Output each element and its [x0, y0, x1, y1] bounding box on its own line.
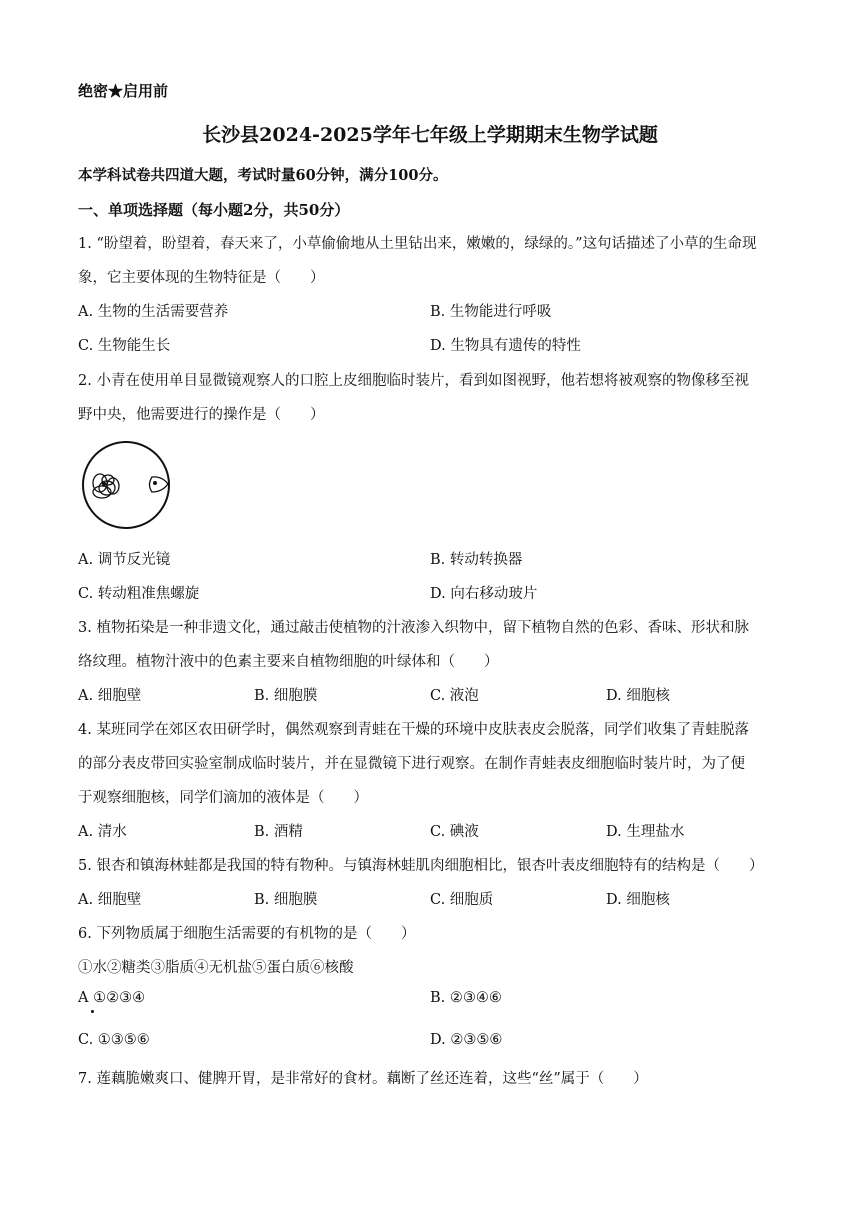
microscope-field-figure	[80, 440, 176, 530]
question-6-option-b: B. ②③④⑥	[430, 990, 502, 1006]
question-4-line-3: 于观察细胞核，同学们滴加的液体是（ ）	[78, 790, 368, 806]
question-6-option-a: A ①②③④	[78, 990, 146, 1006]
question-3-option-b: B. 细胞膜	[254, 688, 318, 704]
question-5-option-d: D. 细胞核	[606, 892, 670, 908]
question-3-option-d: D. 细胞核	[606, 688, 670, 704]
question-2-option-b: B. 转动转换器	[430, 552, 523, 568]
question-2-option-c: C. 转动粗准焦螺旋	[78, 586, 200, 602]
question-3-option-a: A. 细胞壁	[78, 688, 142, 704]
exam-title: 长沙县2024-2025学年七年级上学期期末生物学试题	[202, 124, 658, 146]
question-2-line-1: 2. 小青在使用单目显微镜观察人的口腔上皮细胞临时装片，看到如图视野，他若想将被观察的物像移至视	[78, 373, 749, 389]
question-4-option-c: C. 碘液	[430, 824, 479, 840]
question-5-line-1: 5. 银杏和镇海林蛙都是我国的特有物种。与镇海林蛙肌肉细胞相比，银杏叶表皮细胞特有的结构是（ ）	[78, 858, 764, 874]
confidential-label: 绝密★启用前	[78, 82, 169, 100]
question-3-line-1: 3. 植物拓染是一种非遗文化，通过敲击使植物的汁液渗入织物中，留下植物自然的色彩、香味、形状和脉	[78, 620, 749, 636]
question-1-option-a: A. 生物的生活需要营养	[78, 304, 229, 320]
question-4-option-b: B. 酒精	[254, 824, 303, 840]
question-1-option-c: C. 生物能生长	[78, 338, 171, 354]
question-2-option-a: A. 调节反光镜	[78, 552, 171, 568]
question-5-option-c: C. 细胞质	[430, 892, 494, 908]
question-5-option-b: B. 细胞膜	[254, 892, 318, 908]
question-2-line-2: 野中央，他需要进行的操作是（ ）	[78, 407, 325, 423]
question-3-line-2: 络纹理。植物汁液中的色素主要来自植物细胞的叶绿体和（ ）	[78, 654, 499, 670]
question-2-option-d: D. 向右移动玻片	[430, 586, 538, 602]
question-6-line-1: 6. 下列物质属于细胞生活需要的有机物的是（ ）	[78, 926, 416, 942]
section-heading: 一、单项选择题（每小题2分，共50分）	[78, 201, 350, 219]
question-1-option-b: B. 生物能进行呼吸	[430, 304, 552, 320]
question-4-line-1: 4. 某班同学在郊区农田研学时，偶然观察到青蛙在干燥的环境中皮肤表皮会脱落，同学们收集了青蛙脱落	[78, 722, 749, 738]
question-4-option-d: D. 生理盐水	[606, 824, 685, 840]
question-3-option-c: C. 液泡	[430, 688, 479, 704]
question-6-line-2: ①水②糖类③脂质④无机盐⑤蛋白质⑥核酸	[78, 960, 354, 976]
exam-info: 本学科试卷共四道大题，考试时量60分钟，满分100分。	[78, 167, 448, 184]
question-1-option-d: D. 生物具有遗传的特性	[430, 338, 581, 354]
question-5-option-a: A. 细胞壁	[78, 892, 142, 908]
question-4-option-a: A. 清水	[78, 824, 127, 840]
question-4-line-2: 的部分表皮带回实验室制成临时装片，并在显微镜下进行观察。在制作青蛙表皮细胞临时装片时，为了便	[78, 756, 745, 772]
question-1-line-1: 1. “盼望着，盼望着，春天来了，小草偷偷地从土里钻出来，嫩嫩的，绿绿的。”这句话描述了小草的生命现	[78, 236, 757, 252]
question-1-line-2: 象，它主要体现的生物特征是（ ）	[78, 270, 325, 286]
question-6-option-d: D. ②③⑤⑥	[430, 1032, 503, 1048]
stray-dot-mark	[91, 1010, 94, 1013]
question-7-line-1: 7. 莲藕脆嫩爽口、健脾开胃，是非常好的食材。藕断了丝还连着，这些“丝”属于（ ）	[78, 1071, 648, 1087]
question-6-option-c: C. ①③⑤⑥	[78, 1032, 150, 1048]
